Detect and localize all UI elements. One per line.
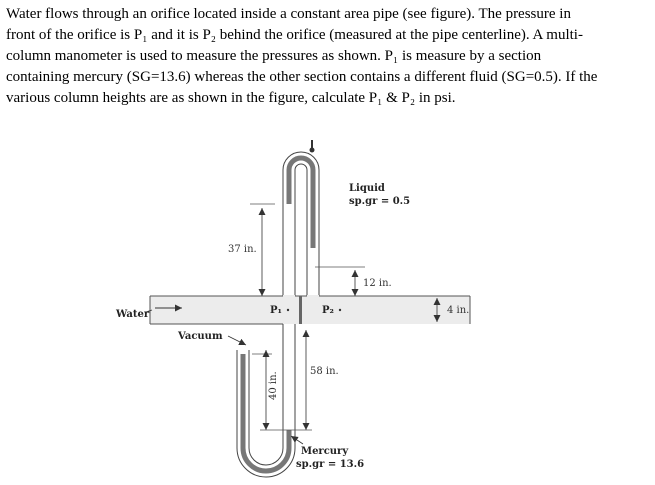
problem-line-5: various column heights are as shown in the figure, calculate P₁ & P₂ in psi. [6,90,456,106]
dimension-12in [315,267,392,296]
dimension-58in [290,330,339,430]
dim-12-label: 12 in. [363,278,392,289]
mercury-label: Mercury [301,446,349,457]
p1-label: P₁ [270,305,282,316]
orifice-plate [299,296,302,324]
horizontal-pipe [150,296,470,324]
problem-line-1: Water flows through an orifice located inside a constant area pipe (see figure). The pressure in [6,6,571,22]
problem-line-4: containing mercury (SG=13.6) whereas the other section contains a different fluid (SG=0.5). If the [6,69,598,85]
dim-40-label: 40 in. [268,371,279,400]
dimension-40in [252,350,290,430]
vacuum-pointer [228,336,246,345]
mercury-pointer [291,436,303,444]
p2-label: P₂ [322,305,334,316]
dim-4-label: 4 in. [447,305,470,316]
liquid-label: Liquid [349,183,385,194]
problem-line-2: front of the orifice is P₁ and it is P₂ behind the orifice (measured at the pipe centerline). A multi- [6,27,583,43]
dimension-37in [228,204,275,296]
mercury-sg-label: sp.gr = 13.6 [296,459,365,470]
dim-58-label: 58 in. [310,366,339,377]
water-label: Water [116,309,150,320]
vacuum-label: Vacuum [178,331,223,342]
dim-37-label: 37 in. [228,244,257,255]
upper-u-tube [283,140,319,296]
problem-line-3: column manometer is used to measure the pressures as shown. P₁ is measure by a section [6,48,542,64]
liquid-sg-label: sp.gr = 0.5 [349,196,411,207]
